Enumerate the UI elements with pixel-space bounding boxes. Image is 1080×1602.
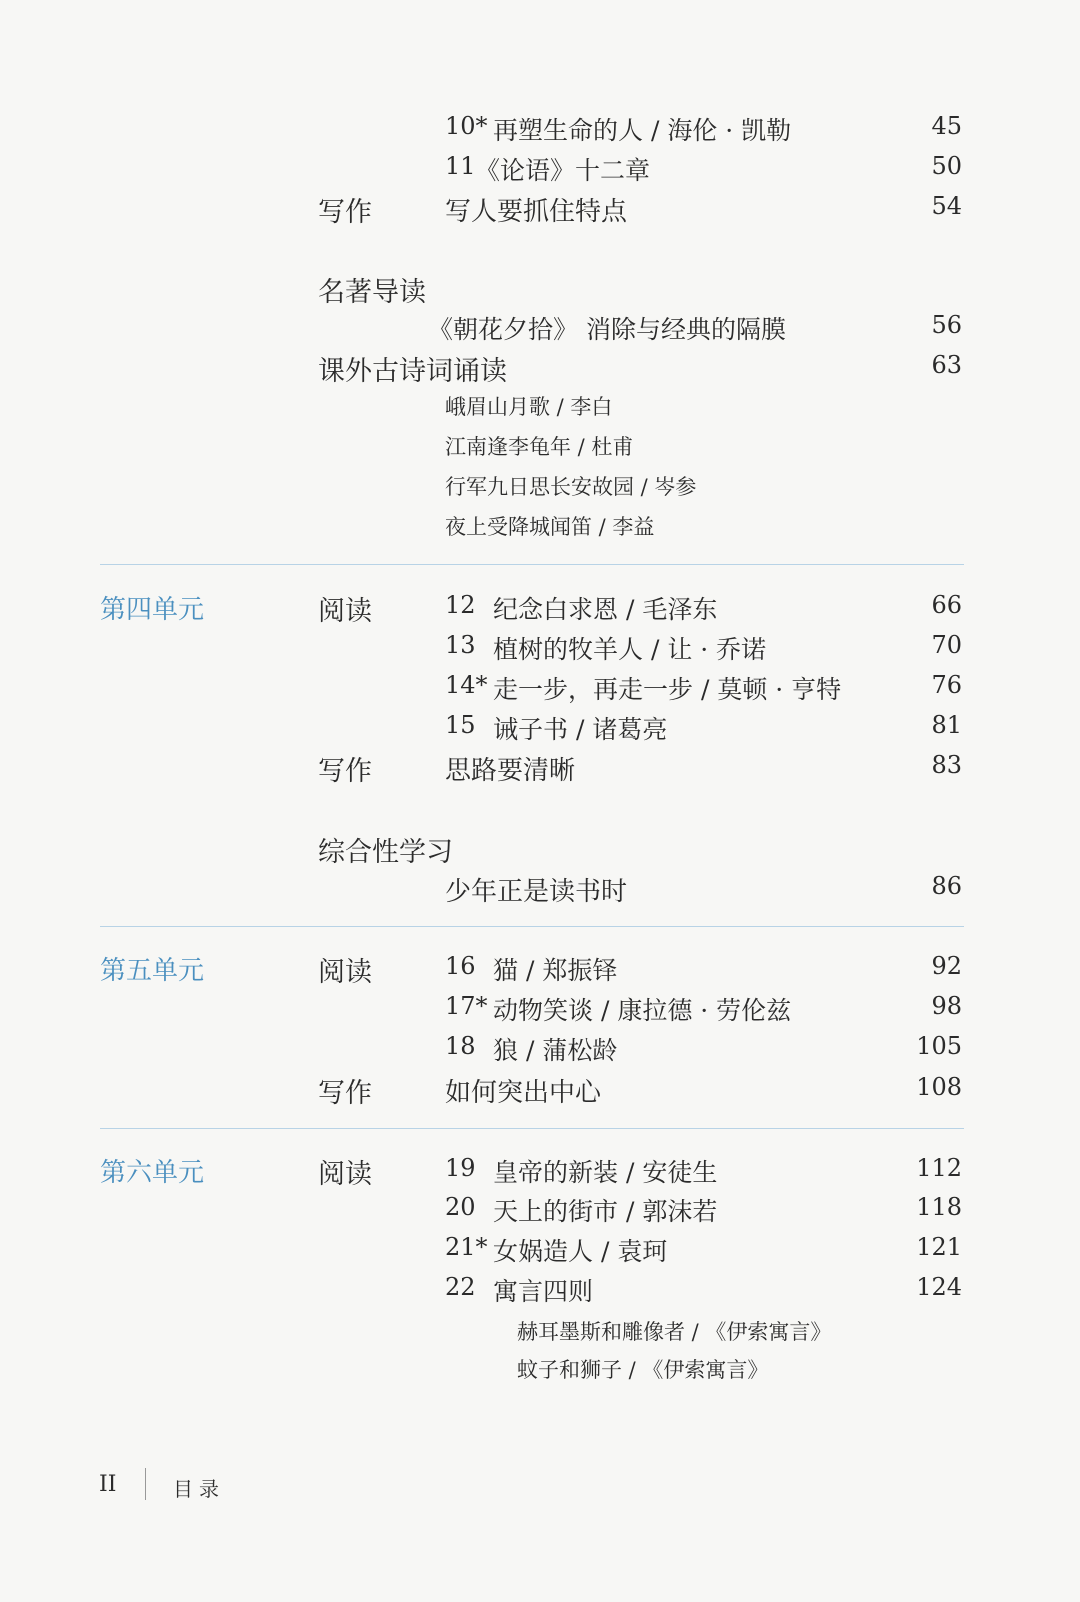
lesson-number: 16 xyxy=(445,952,476,980)
lesson-number: 18 xyxy=(445,1032,476,1060)
category-label: 写作 xyxy=(318,197,372,228)
toc-row xyxy=(0,266,1080,306)
page-number: 54 xyxy=(931,192,962,220)
toc-row[interactable] xyxy=(0,1267,1080,1307)
lesson-title: 寓言四则 xyxy=(493,1277,594,1306)
writing-title: 写人要抓住特点 xyxy=(445,197,628,227)
toc-row[interactable] xyxy=(0,305,1080,345)
toc-row[interactable] xyxy=(0,705,1080,745)
page-number: 124 xyxy=(916,1273,962,1301)
page-number: 63 xyxy=(931,351,962,379)
toc-row[interactable] xyxy=(0,1148,1080,1188)
category-label: 课外古诗词诵读 xyxy=(318,356,507,387)
page-number: 92 xyxy=(931,952,962,980)
lesson-title: 女娲造人 / 袁珂 xyxy=(493,1237,668,1266)
page-number: 70 xyxy=(931,631,962,659)
lesson-title: 《论语》十二章 xyxy=(475,156,651,185)
page-number: 98 xyxy=(931,992,962,1020)
toc-row[interactable] xyxy=(0,146,1080,186)
lesson-number: 20 xyxy=(445,1193,476,1221)
lesson-title: 诫子书 / 诸葛亮 xyxy=(493,715,668,744)
fable-item[interactable] xyxy=(0,1346,1080,1386)
poem-item[interactable] xyxy=(0,503,1080,543)
page-number: 108 xyxy=(916,1073,962,1101)
lesson-number: 11 xyxy=(445,152,476,180)
category-label: 写作 xyxy=(318,756,372,787)
category-label: 写作 xyxy=(318,1078,372,1109)
page-number: 83 xyxy=(931,751,962,779)
unit-label: 第六单元 xyxy=(100,1158,205,1188)
page-number: 76 xyxy=(931,671,962,699)
toc-row[interactable] xyxy=(0,1067,1080,1107)
toc-row[interactable] xyxy=(0,946,1080,986)
page-number: 66 xyxy=(931,591,962,619)
lesson-title: 天上的街市 / 郭沫若 xyxy=(493,1197,718,1226)
page-number: 86 xyxy=(931,872,962,900)
unit-label: 第五单元 xyxy=(100,956,205,986)
toc-row[interactable] xyxy=(0,1227,1080,1267)
page-number: 81 xyxy=(931,711,962,739)
category-label: 名著导读 xyxy=(318,277,426,308)
writing-title: 如何突出中心 xyxy=(445,1078,602,1108)
page-number: 118 xyxy=(916,1193,962,1221)
page-number: 50 xyxy=(931,152,962,180)
lesson-number: 22 xyxy=(445,1273,476,1301)
footer-divider xyxy=(145,1468,146,1500)
section-divider xyxy=(100,564,964,565)
fable-item[interactable] xyxy=(0,1308,1080,1348)
toc-row[interactable] xyxy=(0,665,1080,705)
page-number: 105 xyxy=(916,1032,962,1060)
classic-title: 《朝花夕拾》 消除与经典的隔膜 xyxy=(428,315,786,344)
category-label: 综合性学习 xyxy=(318,837,453,868)
toc-row[interactable] xyxy=(0,186,1080,226)
category-label: 阅读 xyxy=(318,1159,372,1190)
lesson-title: 植树的牧羊人 / 让 · 乔诺 xyxy=(493,635,767,664)
toc-row[interactable] xyxy=(0,345,1080,385)
lesson-number: 19 xyxy=(445,1154,476,1182)
page-number: 121 xyxy=(916,1233,962,1261)
lesson-title: 纪念白求恩 / 毛泽东 xyxy=(493,595,718,624)
lesson-number: 12 xyxy=(445,591,476,619)
toc-row[interactable] xyxy=(0,866,1080,906)
poem-title: 江南逢李龟年 / 杜甫 xyxy=(445,435,634,459)
category-label: 阅读 xyxy=(318,957,372,988)
toc-row[interactable] xyxy=(0,585,1080,625)
lesson-title: 猫 / 郑振铎 xyxy=(493,956,618,985)
page-number: 112 xyxy=(916,1154,962,1182)
writing-title: 思路要清晰 xyxy=(445,756,576,786)
lesson-title: 皇帝的新装 / 安徒生 xyxy=(493,1158,718,1187)
toc-row[interactable] xyxy=(0,745,1080,785)
toc-row[interactable] xyxy=(0,1187,1080,1227)
fable-title: 赫耳墨斯和雕像者 / 《伊索寓言》 xyxy=(517,1320,832,1344)
lesson-title: 再塑生命的人 / 海伦 · 凯勒 xyxy=(493,116,792,145)
toc-row[interactable] xyxy=(0,625,1080,665)
lesson-number: 15 xyxy=(445,711,476,739)
unit-label: 第四单元 xyxy=(100,595,205,625)
section-divider xyxy=(100,1128,964,1129)
toc-row[interactable] xyxy=(0,986,1080,1026)
lesson-number: 13 xyxy=(445,631,476,659)
poem-item[interactable] xyxy=(0,463,1080,503)
poem-item[interactable] xyxy=(0,423,1080,463)
fable-title: 蚊子和狮子 / 《伊索寓言》 xyxy=(517,1358,769,1382)
poem-title: 夜上受降城闻笛 / 李益 xyxy=(445,515,655,539)
poem-item[interactable] xyxy=(0,383,1080,423)
poem-title: 行军九日思长安故园 / 岑参 xyxy=(445,475,697,499)
category-label: 阅读 xyxy=(318,596,372,627)
page-number: 56 xyxy=(931,311,962,339)
toc-row xyxy=(0,826,1080,866)
section-divider xyxy=(100,926,964,927)
lesson-number: 14* xyxy=(445,671,488,699)
footer-page-number: II xyxy=(99,1472,117,1497)
lesson-title: 走一步，再走一步 / 莫顿 · 亨特 xyxy=(493,675,842,704)
lesson-number: 10* xyxy=(445,112,488,140)
lesson-title: 动物笑谈 / 康拉德 · 劳伦兹 xyxy=(493,996,792,1025)
poem-title: 峨眉山月歌 / 李白 xyxy=(445,395,613,419)
lesson-number: 21* xyxy=(445,1233,488,1261)
toc-row[interactable] xyxy=(0,106,1080,146)
comprehensive-title: 少年正是读书时 xyxy=(445,877,628,907)
lesson-title: 狼 / 蒲松龄 xyxy=(493,1036,618,1065)
page-number: 45 xyxy=(931,112,962,140)
lesson-number: 17* xyxy=(445,992,488,1020)
toc-row[interactable] xyxy=(0,1026,1080,1066)
footer-title: 目录 xyxy=(173,1477,225,1501)
